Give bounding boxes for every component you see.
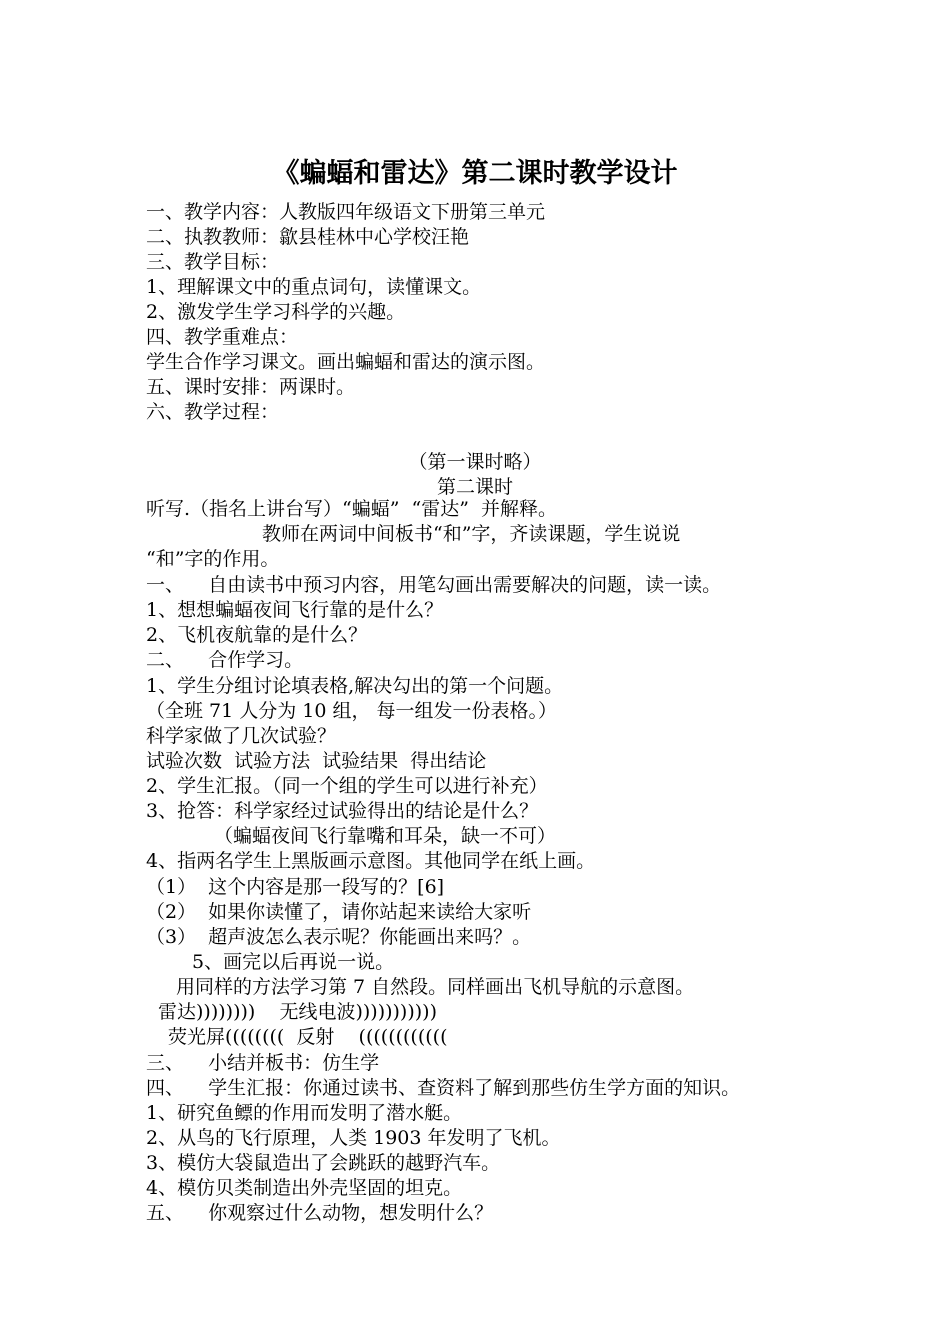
screen-diagram-line: 荧光屏(((((((( 反射 ((((((((((((: [168, 1026, 448, 1048]
bionics-4: 4、模仿贝类制造出外壳坚固的坦克。: [146, 1177, 463, 1199]
board-writing-cont: “和”字的作用。: [146, 548, 280, 570]
answer-note: （蝙蝠夜间飞行靠嘴和耳朵，缺一不可）: [214, 825, 557, 847]
bionics-2: 2、从鸟的飞行原理，人类 1903 年发明了飞机。: [146, 1127, 561, 1149]
second-lesson-heading: 第二课时: [436, 476, 513, 498]
bionics-1: 1、研究鱼鳔的作用而发明了潜水艇。: [146, 1102, 463, 1124]
schedule-line: 五、课时安排：两课时。: [146, 376, 356, 398]
step-4-heading: 四、 学生汇报：你通过读书、查资料了解到那些仿生学方面的知识。: [146, 1077, 741, 1099]
teacher-line: 二、执教教师：歙县桂林中心学校汪艳: [146, 226, 470, 248]
sub-question-2: （2） 如果你读懂了，请你站起来读给大家听: [146, 901, 532, 923]
experiment-question: 科学家做了几次试验？: [146, 725, 337, 747]
document-title: 《蝙蝠和雷达》第二课时教学设计: [272, 158, 678, 189]
process-heading: 六、教学过程：: [146, 401, 280, 423]
step-1-heading: 一、 自由读书中预习内容，用笔勾画出需要解决的问题，读一读。: [146, 574, 722, 596]
dictation-line: 听写.（指名上讲台写）“蝙蝠” “雷达” 并解释。: [146, 498, 558, 520]
key-points-heading: 四、教学重难点：: [146, 326, 299, 348]
group-discussion: 1、学生分组讨论填表格,解决勾出的第一个问题。: [146, 675, 564, 697]
first-lesson-note: （第一课时略）: [408, 451, 542, 473]
step-2-heading: 二、 合作学习。: [146, 649, 304, 671]
draw-diagram: 4、指两名学生上黑版画示意图。其他同学在纸上画。: [146, 850, 596, 872]
bionics-3: 3、模仿大袋鼠造出了会跳跃的越野汽车。: [146, 1152, 501, 1174]
radar-diagram-line: 雷达)))))))) 无线电波))))))))))): [158, 1001, 437, 1023]
group-note: （全班 71 人分为 10 组， 每一组发一份表格。）: [146, 700, 558, 722]
objective-2: 2、激发学生学习科学的兴趣。: [146, 301, 406, 323]
sub-question-1: （1） 这个内容是那一段写的？[6]: [146, 876, 445, 898]
student-report: 2、学生汇报。（同一个组的学生可以进行补充）: [146, 775, 548, 797]
question-2: 2、飞机夜航靠的是什么？: [146, 624, 368, 646]
question-1: 1、想想蝙蝠夜间飞行靠的是什么？: [146, 599, 444, 621]
key-points-text: 学生合作学习课文。画出蝙蝠和雷达的演示图。: [146, 351, 546, 373]
objective-1: 1、理解课文中的重点词句，读懂课文。: [146, 276, 482, 298]
sub-question-3: （3） 超声波怎么表示呢？你能画出来吗？。: [146, 926, 532, 948]
objectives-heading: 三、教学目标：: [146, 251, 280, 273]
board-writing-line: 教师在两词中间板书“和”字，齐读课题，学生说说: [262, 523, 681, 545]
step-3-heading: 三、 小结并板书：仿生学: [146, 1052, 380, 1074]
paragraph-7-line: 用同样的方法学习第 7 自然段。同样画出飞机导航的示意图。: [176, 976, 695, 998]
teaching-content: 一、教学内容：人教版四年级语文下册第三单元: [146, 201, 546, 223]
retell-line: 5、画完以后再说一说。: [192, 951, 395, 973]
table-headers: 试验次数 试验方法 试验结果 得出结论: [146, 750, 487, 772]
step-5-heading: 五、 你观察过什么动物，想发明什么？: [146, 1202, 494, 1224]
quick-answer: 3、抢答：科学家经过试验得出的结论是什么？: [146, 800, 539, 822]
